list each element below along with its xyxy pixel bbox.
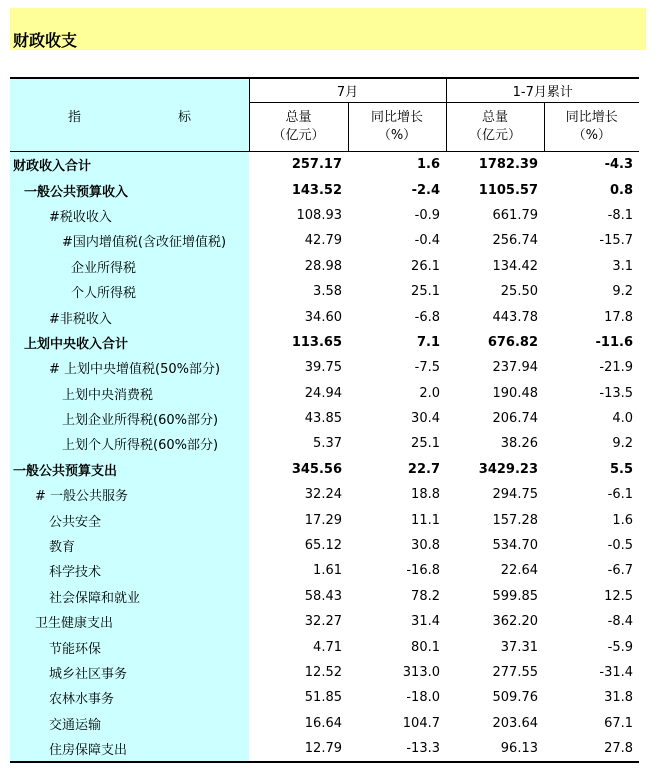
fiscal-table — [10, 77, 639, 763]
table-row — [10, 152, 639, 178]
table-row — [10, 711, 639, 736]
cumulative-total-cell: 1782.39 — [446, 152, 544, 178]
table-row — [10, 203, 639, 228]
table-row — [10, 279, 639, 304]
row-label-cell: 教育 — [10, 533, 249, 558]
month-growth-cell: -13.3 — [348, 736, 446, 762]
table-row — [10, 736, 639, 762]
cumulative-total-cell: 509.76 — [446, 685, 544, 710]
month-growth-cell: 80.1 — [348, 634, 446, 659]
cumulative-growth-cell: 31.8 — [544, 685, 639, 710]
cumulative-total-cell: 237.94 — [446, 355, 544, 380]
table-row — [10, 228, 639, 253]
month-growth-cell: 2.0 — [348, 381, 446, 406]
table-row — [10, 431, 639, 456]
month-group-header: 7月 — [249, 78, 446, 103]
cumulative-growth-cell: 67.1 — [544, 711, 639, 736]
cumulative-total-cell: 277.55 — [446, 660, 544, 685]
month-total-cell: 1.61 — [249, 558, 348, 583]
table-row — [10, 482, 639, 507]
row-label-cell: #税收收入 — [10, 203, 249, 228]
month-total-cell: 3.58 — [249, 279, 348, 304]
row-label-cell: #非税收入 — [10, 304, 249, 329]
cumulative-total-cell: 190.48 — [446, 381, 544, 406]
month-total-cell: 17.29 — [249, 507, 348, 532]
month-total-cell: 16.64 — [249, 711, 348, 736]
cumulative-total-cell: 443.78 — [446, 304, 544, 329]
table-row — [10, 634, 639, 659]
month-total-cell: 12.79 — [249, 736, 348, 762]
table-row — [10, 304, 639, 329]
row-label-cell: # 一般公共服务 — [10, 482, 249, 507]
cumulative-growth-cell: 27.8 — [544, 736, 639, 762]
month-growth-cell: 30.4 — [348, 406, 446, 431]
month-total-cell: 32.24 — [249, 482, 348, 507]
row-label-cell: 交通运输 — [10, 711, 249, 736]
row-label-cell: 节能环保 — [10, 634, 249, 659]
month-total-cell: 51.85 — [249, 685, 348, 710]
cumulative-group-header: 1-7月累计 — [446, 78, 639, 103]
indicator-header-char-1: 指 — [68, 110, 82, 125]
table-body — [10, 152, 639, 763]
row-label-cell: 一般公共预算支出 — [10, 457, 249, 482]
table-header — [10, 78, 639, 152]
month-growth-cell: 25.1 — [348, 279, 446, 304]
cumulative-total-cell: 134.42 — [446, 254, 544, 279]
indicator-header — [10, 78, 249, 152]
cumulative-growth-header: 同比增长 （%） — [544, 103, 639, 152]
row-label-cell: 上划中央消费税 — [10, 381, 249, 406]
cumulative-total-cell: 534.70 — [446, 533, 544, 558]
cumulative-total-cell: 599.85 — [446, 584, 544, 609]
month-total-cell: 43.85 — [249, 406, 348, 431]
month-growth-cell: 18.8 — [348, 482, 446, 507]
month-growth-cell: 78.2 — [348, 584, 446, 609]
table-row — [10, 381, 639, 406]
table-row — [10, 330, 639, 355]
row-label-cell: 城乡社区事务 — [10, 660, 249, 685]
row-label-cell: 财政收入合计 — [10, 152, 249, 178]
cumulative-growth-cell: -8.1 — [544, 203, 639, 228]
cumulative-growth-cell: -15.7 — [544, 228, 639, 253]
table-row — [10, 533, 639, 558]
cumulative-total-cell: 25.50 — [446, 279, 544, 304]
month-growth-cell: -0.9 — [348, 203, 446, 228]
month-total-cell: 32.27 — [249, 609, 348, 634]
cumulative-total-cell: 37.31 — [446, 634, 544, 659]
month-growth-cell: 22.7 — [348, 457, 446, 482]
cumulative-growth-cell: -4.3 — [544, 152, 639, 178]
month-growth-cell: 104.7 — [348, 711, 446, 736]
section-title-bar — [10, 8, 646, 50]
cumulative-total-cell: 96.13 — [446, 736, 544, 762]
cumulative-total-cell: 22.64 — [446, 558, 544, 583]
cumulative-total-cell: 676.82 — [446, 330, 544, 355]
cumulative-total-cell: 203.64 — [446, 711, 544, 736]
cumulative-growth-cell: -13.5 — [544, 381, 639, 406]
cumulative-growth-cell: -21.9 — [544, 355, 639, 380]
table-row — [10, 558, 639, 583]
month-growth-cell: 313.0 — [348, 660, 446, 685]
month-total-cell: 108.93 — [249, 203, 348, 228]
month-growth-cell: 26.1 — [348, 254, 446, 279]
cumulative-growth-cell: -0.5 — [544, 533, 639, 558]
month-growth-header: 同比增长 （%） — [348, 103, 446, 152]
cumulative-growth-cell: -6.1 — [544, 482, 639, 507]
cumulative-growth-cell: 9.2 — [544, 431, 639, 456]
cumulative-total-cell: 206.74 — [446, 406, 544, 431]
month-total-cell: 65.12 — [249, 533, 348, 558]
row-label-cell: 卫生健康支出 — [10, 609, 249, 634]
month-total-cell: 143.52 — [249, 177, 348, 202]
month-total-cell: 34.60 — [249, 304, 348, 329]
cumulative-total-cell: 661.79 — [446, 203, 544, 228]
table-row — [10, 355, 639, 380]
row-label-cell: 上划中央收入合计 — [10, 330, 249, 355]
cumulative-growth-cell: -11.6 — [544, 330, 639, 355]
month-growth-cell: -6.8 — [348, 304, 446, 329]
cumulative-growth-cell: -31.4 — [544, 660, 639, 685]
month-growth-cell: 31.4 — [348, 609, 446, 634]
month-total-cell: 113.65 — [249, 330, 348, 355]
month-total-cell: 5.37 — [249, 431, 348, 456]
month-growth-cell: 25.1 — [348, 431, 446, 456]
month-growth-cell: 11.1 — [348, 507, 446, 532]
month-growth-cell: -18.0 — [348, 685, 446, 710]
table-row — [10, 254, 639, 279]
row-label-cell: 上划个人所得税(60%部分) — [10, 431, 249, 456]
table-row — [10, 609, 639, 634]
cumulative-growth-cell: 1.6 — [544, 507, 639, 532]
table-row — [10, 507, 639, 532]
row-label-cell: # 上划中央增值税(50%部分) — [10, 355, 249, 380]
cumulative-total-cell: 3429.23 — [446, 457, 544, 482]
month-total-cell: 345.56 — [249, 457, 348, 482]
month-total-cell: 39.75 — [249, 355, 348, 380]
month-total-cell: 12.52 — [249, 660, 348, 685]
cumulative-growth-cell: -6.7 — [544, 558, 639, 583]
indicator-header-char-2: 标 — [178, 110, 192, 125]
row-label-cell: 社会保障和就业 — [10, 584, 249, 609]
page-title: 财政收支 — [13, 31, 78, 50]
month-growth-cell: 1.6 — [348, 152, 446, 178]
month-total-cell: 257.17 — [249, 152, 348, 178]
row-label-cell: 个人所得税 — [10, 279, 249, 304]
cumulative-growth-cell: 0.8 — [544, 177, 639, 202]
month-total-cell: 4.71 — [249, 634, 348, 659]
row-label-cell: 公共安全 — [10, 507, 249, 532]
month-growth-cell: 7.1 — [348, 330, 446, 355]
cumulative-growth-cell: 12.5 — [544, 584, 639, 609]
month-total-cell: 24.94 — [249, 381, 348, 406]
row-label-cell: #国内增值税(含改征增值税) — [10, 228, 249, 253]
row-label-cell: 企业所得税 — [10, 254, 249, 279]
month-total-header: 总量 （亿元） — [249, 103, 348, 152]
row-label-cell: 一般公共预算收入 — [10, 177, 249, 202]
cumulative-total-cell: 38.26 — [446, 431, 544, 456]
cumulative-total-cell: 1105.57 — [446, 177, 544, 202]
row-label-cell: 农林水事务 — [10, 685, 249, 710]
month-total-cell: 58.43 — [249, 584, 348, 609]
table-row — [10, 457, 639, 482]
cumulative-growth-cell: 4.0 — [544, 406, 639, 431]
cumulative-total-cell: 157.28 — [446, 507, 544, 532]
row-label-cell: 科学技术 — [10, 558, 249, 583]
table-row — [10, 177, 639, 202]
row-label-cell: 上划企业所得税(60%部分) — [10, 406, 249, 431]
cumulative-growth-cell: -8.4 — [544, 609, 639, 634]
month-total-cell: 28.98 — [249, 254, 348, 279]
cumulative-growth-cell: -5.9 — [544, 634, 639, 659]
month-growth-cell: -2.4 — [348, 177, 446, 202]
month-growth-cell: -0.4 — [348, 228, 446, 253]
cumulative-total-cell: 362.20 — [446, 609, 544, 634]
cumulative-growth-cell: 17.8 — [544, 304, 639, 329]
table-row — [10, 685, 639, 710]
table-row — [10, 584, 639, 609]
row-label-cell: 住房保障支出 — [10, 736, 249, 762]
cumulative-total-header: 总量 （亿元） — [446, 103, 544, 152]
table-row — [10, 660, 639, 685]
cumulative-growth-cell: 3.1 — [544, 254, 639, 279]
month-growth-cell: -16.8 — [348, 558, 446, 583]
month-growth-cell: 30.8 — [348, 533, 446, 558]
cumulative-total-cell: 294.75 — [446, 482, 544, 507]
month-growth-cell: -7.5 — [348, 355, 446, 380]
cumulative-growth-cell: 9.2 — [544, 279, 639, 304]
month-total-cell: 42.79 — [249, 228, 348, 253]
cumulative-growth-cell: 5.5 — [544, 457, 639, 482]
table-row — [10, 406, 639, 431]
cumulative-total-cell: 256.74 — [446, 228, 544, 253]
